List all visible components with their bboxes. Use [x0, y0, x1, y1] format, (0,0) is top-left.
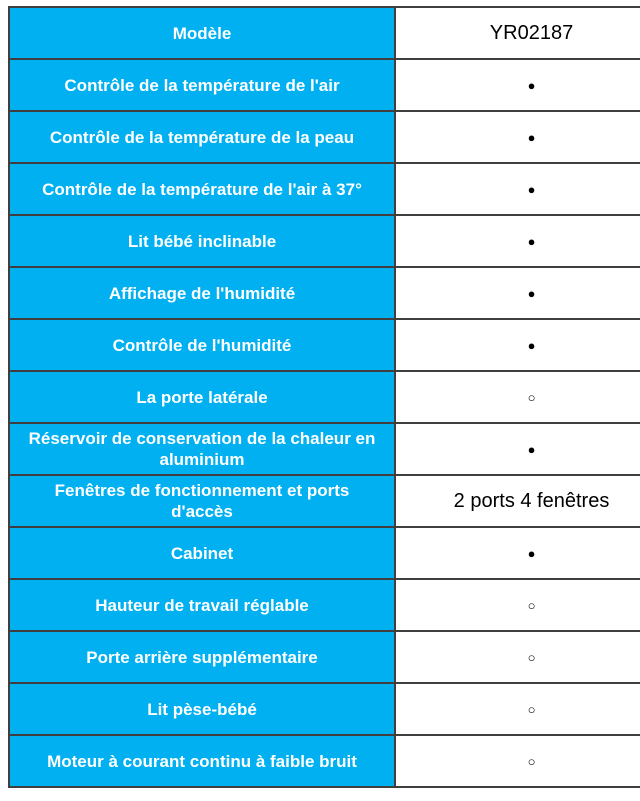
- row-label: Moteur à courant continu à faible bruit: [9, 735, 395, 787]
- table-row: [9, 267, 640, 319]
- row-value-filled-dot: ●: [395, 527, 640, 579]
- table-row: [9, 735, 640, 787]
- row-label: Cabinet: [9, 527, 395, 579]
- row-value-open-dot: ○: [395, 631, 640, 683]
- table-row: [9, 371, 640, 423]
- table-row: [9, 683, 640, 735]
- row-label: Contrôle de la température de la peau: [9, 111, 395, 163]
- row-value-filled-dot: ●: [395, 111, 640, 163]
- table-row: [9, 475, 640, 527]
- row-value-model: YR02187: [395, 7, 640, 59]
- row-label: Affichage de l'humidité: [9, 267, 395, 319]
- row-label: Lit bébé inclinable: [9, 215, 395, 267]
- row-label: Contrôle de l'humidité: [9, 319, 395, 371]
- row-label: Porte arrière supplémentaire: [9, 631, 395, 683]
- row-label: Contrôle de la température de l'air: [9, 59, 395, 111]
- row-label: Réservoir de conservation de la chaleur en aluminium: [9, 423, 395, 475]
- row-label: Contrôle de la température de l'air à 37°: [9, 163, 395, 215]
- table-row: [9, 319, 640, 371]
- table-row-model: [9, 7, 640, 59]
- row-value-text: 2 ports 4 fenêtres: [395, 475, 640, 527]
- row-value-filled-dot: ●: [395, 267, 640, 319]
- table-row: [9, 215, 640, 267]
- row-label: La porte latérale: [9, 371, 395, 423]
- table-row: [9, 579, 640, 631]
- row-label: Hauteur de travail réglable: [9, 579, 395, 631]
- table-row: [9, 631, 640, 683]
- table-row: [9, 423, 640, 475]
- row-value-filled-dot: ●: [395, 215, 640, 267]
- row-value-open-dot: ○: [395, 735, 640, 787]
- row-label: Fenêtres de fonctionnement et ports d'accès: [9, 475, 395, 527]
- row-value-open-dot: ○: [395, 371, 640, 423]
- table-row: [9, 111, 640, 163]
- row-value-open-dot: ○: [395, 683, 640, 735]
- row-value-open-dot: ○: [395, 579, 640, 631]
- row-label-model: Modèle: [9, 7, 395, 59]
- product-spec-table: [8, 6, 640, 788]
- row-value-filled-dot: ●: [395, 423, 640, 475]
- table-row: [9, 163, 640, 215]
- table-row: [9, 527, 640, 579]
- row-value-filled-dot: ●: [395, 319, 640, 371]
- row-value-filled-dot: ●: [395, 59, 640, 111]
- table-row: [9, 59, 640, 111]
- row-value-filled-dot: ●: [395, 163, 640, 215]
- row-label: Lit pèse-bébé: [9, 683, 395, 735]
